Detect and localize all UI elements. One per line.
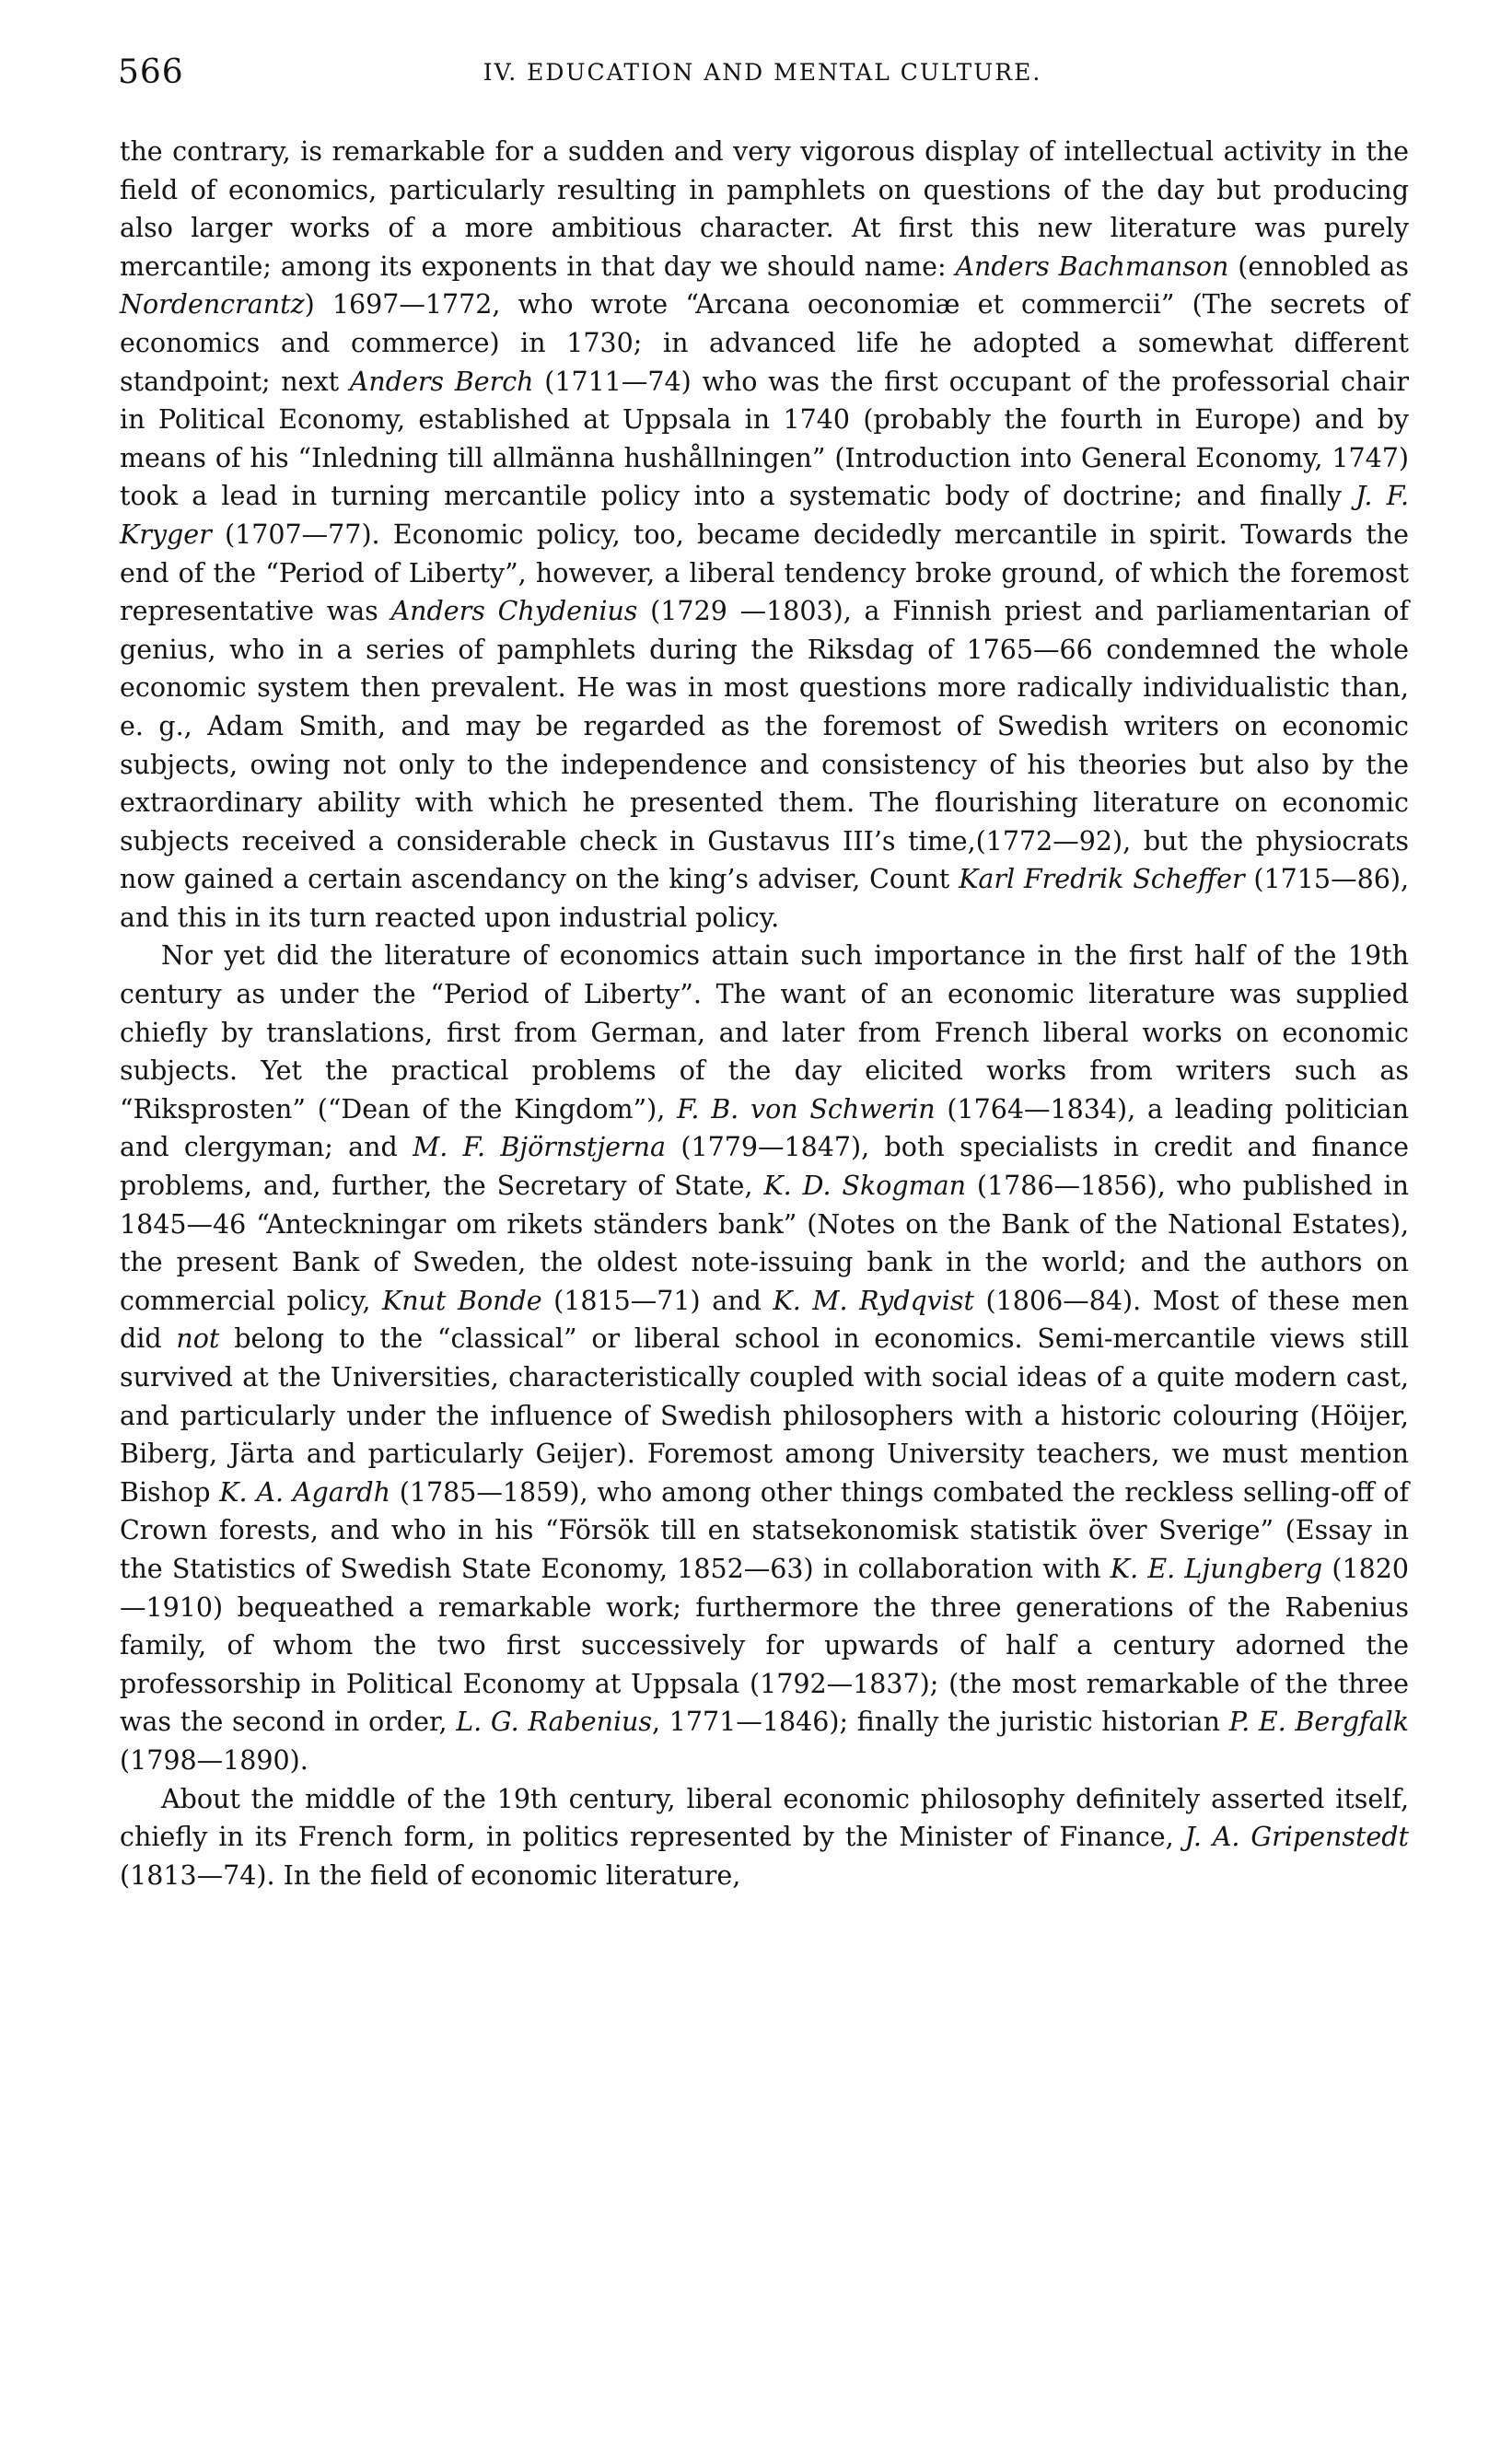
body-text <box>120 133 1409 1894</box>
text-run: (1786—1856), who published in 1845—46 “Anteckningar om rikets ständers bank” (Notes on the Bank of the National Estates), the present Bank of Sweden, the oldest note-issuing bank in the world; and the authors on commercial policy, <box>120 1171 1409 1316</box>
text-run: (1785—1859), who among other things combated the reckless selling-off of Crown forests, and who in his “Försök till en statsekonomisk statistik över Sverige” (Essay in the Statistics of Swedish State Economy, 1852—63) in collaboration with <box>120 1476 1409 1584</box>
text-run: (1798—1890). <box>120 1744 308 1776</box>
text-run: About the middle of the 19th century, liberal economic philosophy definitely asserted itself, chiefly in its French form, in politics represented by the Minister of Finance, <box>120 1783 1409 1853</box>
italic-name: Anders Bachmanson <box>955 251 1229 282</box>
text-run: ) 1697—1772, who wrote “Arcana oeconomiæ et commercii” (The secrets of economics and commerce) in 1730; in advanced life he adopted a somewhat different standpoint; next <box>120 289 1409 397</box>
text-run: (1813—74). In the field of economic literature, <box>120 1859 741 1891</box>
text-run: (1820—1910) bequeathed a remarkable work; furthermore the three generations of the Rabenius family, of whom the two first successively for upwards of half a century adorned the professorship in Political Economy at Uppsala (1792—1837); (the most remarkable of the three was the second in order, <box>120 1553 1410 1738</box>
italic-name: F. B. von Schwerin <box>677 1093 936 1124</box>
italic-name: K. A. Agardh <box>219 1476 390 1508</box>
text-run: (ennobled as <box>1228 251 1410 282</box>
italic-name: K. E. Ljungberg <box>1110 1553 1323 1584</box>
text-run: , 1771—1846); finally the juristic historian <box>652 1707 1229 1738</box>
italic-name: J. F. Kryger <box>120 481 1410 550</box>
text-run: (1707—77). Economic policy, too, became decidedly mercantile in spirit. Towards the end of the “Period of Liberty”, however, a liberal tendency broke ground, of which the foremost representative was <box>120 519 1409 627</box>
running-head: IV. EDUCATION AND MENTAL CULTURE. <box>483 59 1042 86</box>
italic-name: not <box>176 1323 220 1355</box>
text-run: (1806—84). Most of these men did <box>120 1285 1409 1355</box>
italic-name: Anders Berch <box>349 366 534 397</box>
paragraph <box>120 1780 1409 1895</box>
text-run: (1711—74) who was the first occupant of the professorial chair in Political Economy, established at Uppsala in 1740 (probably the fourth in Europe) and by means of his “Inledning till allmänna hushållningen” (Introduction into General Economy, 1747) took a lead in turning mercantile policy into a systematic body of doctrine; and finally <box>120 366 1410 512</box>
italic-name: Karl Fredrik Scheffer <box>959 864 1245 895</box>
italic-name: J. A. Gripenstedt <box>1184 1822 1409 1853</box>
text-run: (1779—1847), both specialists in credit and finance problems, and, further, the Secretary of State, <box>120 1132 1409 1202</box>
text-run: (1715—86), and this in its turn reacted upon industrial policy. <box>120 864 1410 933</box>
italic-name: Knut Bonde <box>381 1285 542 1316</box>
italic-name: M. F. Björnstjerna <box>413 1132 667 1163</box>
italic-name: Nordencrantz <box>120 289 305 320</box>
text-run: Nor yet did the literature of economics attain such importance in the first half of the 19th century as under the “Period of Liberty”. The want of an economic literature was supplied chiefly by translations, first from German, and later from French liberal works on economic subjects. Yet the practical problems of the day elicited works from writers such as “Riksprosten” (“Dean of the Kingdom”), <box>120 940 1409 1124</box>
italic-name: K. M. Rydqvist <box>773 1285 974 1316</box>
text-run: the contrary, is remarkable for a sudden and very vigorous display of intellectual activity in the field of economics, particularly resulting in pamphlets on questions of the day but producing also larger works of a more ambitious character. At first this new literature was purely mercantile; among its exponents in that day we should name: <box>120 136 1409 282</box>
paragraph <box>120 937 1409 1779</box>
text-run: (1764—1834), a leading politician and clergyman; and <box>120 1093 1410 1163</box>
page-header <box>118 53 1407 109</box>
italic-name: L. G. Rabenius <box>456 1707 653 1738</box>
text-run: (1729 —1803), a Finnish priest and parliamentarian of genius, who in a series of pamphlets during the Riksdag of 1765—66 condemned the whole economic system then prevalent. He was in most questions more radically individualistic than, e. g., Adam Smith, and may be regarded as the foremost of Swedish writers on economic subjects, owing not only to the independence and consistency of his theories but also by the extraordinary ability with which he presented them. The flourishing literature on economic subjects received a considerable check in Gustavus III’s time,(1772—92), but the physiocrats now gained a certain ascendancy on the king’s adviser, Count <box>120 596 1410 895</box>
italic-name: K. D. Skogman <box>763 1171 966 1202</box>
text-run: belong to the “classical” or liberal school in economics. Semi-mercantile views still survived at the Universities, characteristically coupled with social ideas of a quite modern cast, and particularly under the influence of Swedish philosophers with a historic colouring (Höijer, Biberg, Järta and particularly Geijer). Foremost among University teachers, we must mention Bishop <box>120 1323 1409 1508</box>
page-number: 566 <box>118 53 184 91</box>
paragraph <box>120 133 1409 937</box>
italic-name: Anders Chydenius <box>390 596 638 627</box>
text-run: (1815—71) and <box>541 1285 773 1316</box>
italic-name: P. E. Bergfalk <box>1228 1707 1410 1738</box>
